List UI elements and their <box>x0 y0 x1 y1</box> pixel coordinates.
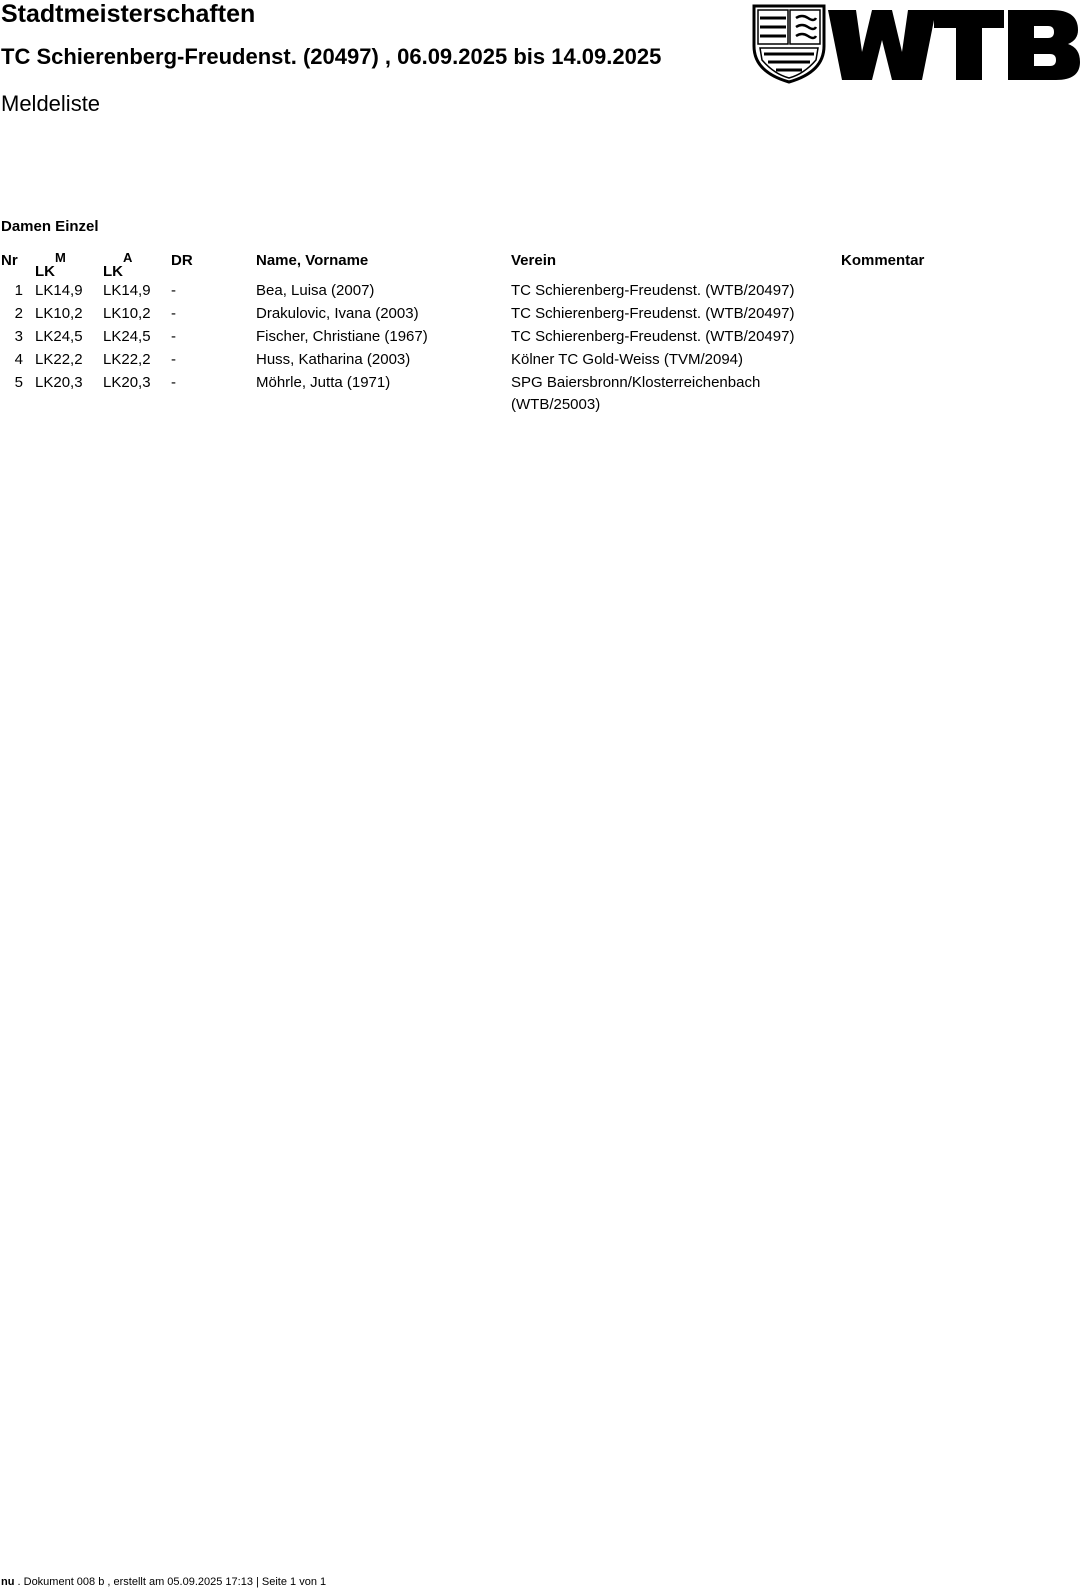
row-verein: TC Schierenberg-Freudenst. (WTB/20497) <box>511 305 795 322</box>
document-title: Stadtmeisterschaften <box>1 0 256 28</box>
row-dr: - <box>171 305 176 322</box>
row-dr: - <box>171 351 176 368</box>
row-name: Fischer, Christiane (1967) <box>256 328 428 345</box>
footer-text: . Dokument 008 b , erstellt am 05.09.2025 17:13 | Seite 1 von 1 <box>14 1576 327 1588</box>
row-nr: 3 <box>14 328 23 345</box>
row-lk-a: LK22,2 <box>103 351 151 368</box>
coat-of-arms-icon <box>754 6 824 82</box>
row-verein: TC Schierenberg-Freudenst. (WTB/20497) <box>511 328 795 345</box>
col-header-kommentar: Kommentar <box>841 252 925 269</box>
row-verein-line2: (WTB/25003) <box>511 396 601 413</box>
col-header-dr: DR <box>171 252 193 269</box>
row-lk-m: LK14,9 <box>35 282 83 299</box>
row-name: Huss, Katharina (2003) <box>256 351 411 368</box>
row-lk-m: LK20,3 <box>35 374 83 391</box>
row-dr: - <box>171 282 176 299</box>
row-verein: Kölner TC Gold-Weiss (TVM/2094) <box>511 351 744 368</box>
row-nr: 1 <box>14 282 23 299</box>
row-lk-a: LK24,5 <box>103 328 151 345</box>
row-name: Bea, Luisa (2007) <box>256 282 375 299</box>
row-nr: 5 <box>14 374 23 391</box>
col-header-nr: Nr <box>1 252 18 269</box>
document-type: Meldeliste <box>1 91 101 116</box>
col-header-lk-m: $LK^M$ <box>35 250 66 280</box>
row-nr: 4 <box>14 351 23 368</box>
row-dr: - <box>171 374 176 391</box>
row-lk-a: LK20,3 <box>103 374 151 391</box>
section-title: Damen Einzel <box>1 218 99 235</box>
wtb-logo <box>752 2 1080 84</box>
page-footer <box>1 1576 326 1588</box>
row-lk-m: LK10,2 <box>35 305 83 322</box>
col-header-lk-a: $LK^A$ <box>103 250 133 280</box>
row-lk-m: LK22,2 <box>35 351 83 368</box>
row-verein: SPG Baiersbronn/Klosterreichenbach <box>511 374 761 391</box>
col-header-name: Name, Vorname <box>256 252 369 269</box>
col-header-verein: Verein <box>511 252 557 269</box>
row-name: Möhrle, Jutta (1971) <box>256 374 391 391</box>
row-name: Drakulovic, Ivana (2003) <box>256 305 419 322</box>
row-nr: 2 <box>14 305 23 322</box>
tournament-subtitle: TC Schierenberg-Freudenst. (20497) , 06.09.2025 bis 14.09.2025 <box>1 44 662 69</box>
row-lk-a: LK10,2 <box>103 305 151 322</box>
footer-brand: nu <box>1 1576 15 1588</box>
wtb-lettering <box>828 10 1080 80</box>
row-verein: TC Schierenberg-Freudenst. (WTB/20497) <box>511 282 795 299</box>
row-lk-a: LK14,9 <box>103 282 151 299</box>
row-lk-m: LK24,5 <box>35 328 83 345</box>
row-dr: - <box>171 328 176 345</box>
